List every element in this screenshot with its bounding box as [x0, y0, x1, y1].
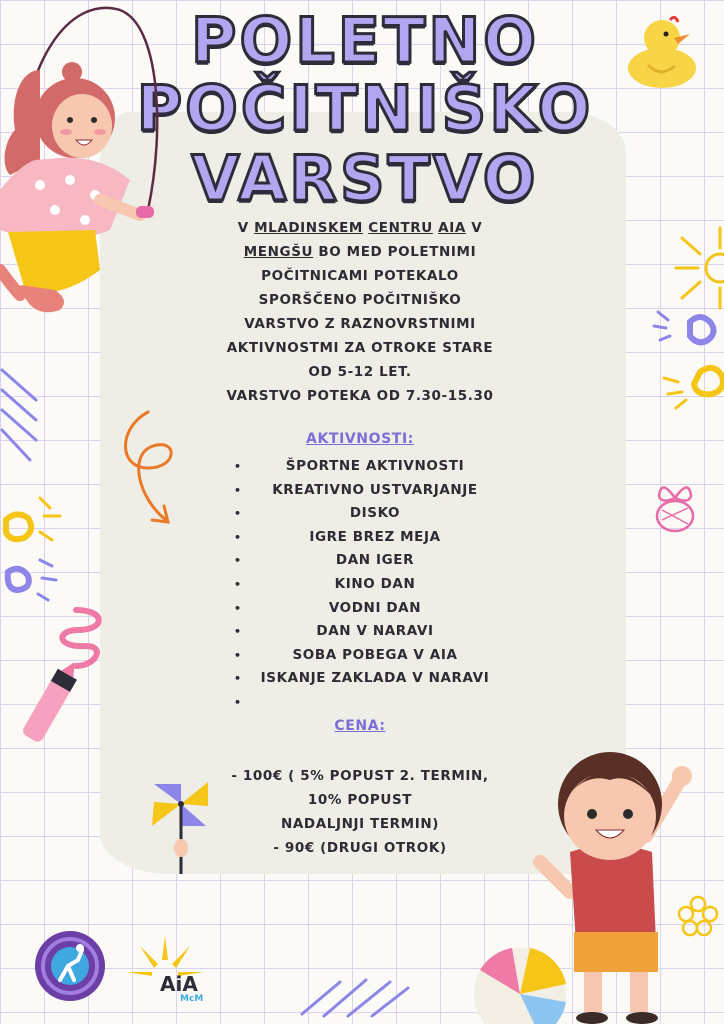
pinwheel-illustration: [144, 770, 218, 874]
activities-list: [230, 455, 520, 715]
price-line-4: - 90€ (DRUGI OTROK): [273, 840, 447, 856]
title-line-1: POLETNO: [191, 4, 539, 77]
list-item: • ISKANJE ZAKLADA V NARAVI: [234, 670, 490, 687]
price-line-2: 10% POPUST: [307, 792, 413, 808]
list-item: • ŠPORTNE AKTIVNOSTI: [234, 458, 465, 474]
handprint-doodle-left-icon: [0, 490, 70, 610]
list-item: • DISKO: [234, 505, 401, 522]
scribble-doodle-icon: [0, 360, 40, 470]
activities-heading: AKTIVNOSTI:: [306, 431, 414, 447]
rubber-duck-illustration: [620, 10, 700, 95]
list-item: • SOBA POBEGA V AIA: [234, 646, 458, 663]
price-heading: CENA:: [334, 718, 386, 734]
intro-line-4: SPORŠČENO POČITNIŠKO: [258, 292, 462, 308]
aia-logo-subtext: McM: [180, 994, 204, 1004]
list-item: • DAN V NARAVI: [234, 623, 434, 640]
curly-arrow-icon: [118, 408, 188, 538]
intro-line-8: VARSTVO POTEKA OD 7.30-15.30: [226, 388, 494, 404]
beach-ball-illustration: [470, 940, 570, 1024]
dance-logo: [34, 930, 106, 1002]
intro-line-5: VARSTVO Z RAZNOVRSTNIMI: [244, 316, 476, 332]
aia-logo-text: AiA: [160, 972, 198, 996]
list-item: • KINO DAN: [234, 575, 416, 592]
pink-gift-icon: [652, 478, 698, 534]
intro-line-2: MENGŠU BO MED POLETNIMI: [243, 244, 477, 260]
title-line-2: POČITNIŠKO: [136, 72, 594, 145]
list-item: • IGRE BREZ MEJA: [234, 528, 441, 545]
intro-line-6: AKTIVNOSTMI ZA OTROKE STARE: [226, 340, 494, 356]
intro-line-3: POČITNICAMI POTEKALO: [261, 268, 459, 284]
price-line-1: - 100€ ( 5% POPUST 2. TERMIN,: [231, 768, 489, 784]
flower-doodle-icon: [678, 896, 718, 936]
sun-doodle-icon: [672, 228, 724, 308]
highlighter-illustration: [16, 600, 116, 745]
price-line-3: NADALJNJI TERMIN): [280, 816, 440, 832]
list-item: • KREATIVNO USTVARJANJE: [234, 481, 478, 498]
list-item: • DAN IGER: [234, 552, 415, 569]
list-item: •: [234, 695, 242, 709]
price-text: [210, 764, 510, 860]
intro-text: [190, 216, 530, 408]
list-item: • VODNI DAN: [234, 599, 422, 616]
intro-line-1: V MLADINSKEM CENTRU AIA V: [237, 220, 483, 236]
intro-line-7: OD 5-12 LET.: [308, 364, 412, 380]
girl-jumping-rope-illustration: [0, 0, 170, 330]
handprint-doodle-icon: [650, 302, 724, 422]
title-line-3: VARSTVO: [191, 142, 539, 215]
scribble-bottom-icon: [300, 978, 410, 1018]
aia-logo: [120, 932, 210, 1012]
